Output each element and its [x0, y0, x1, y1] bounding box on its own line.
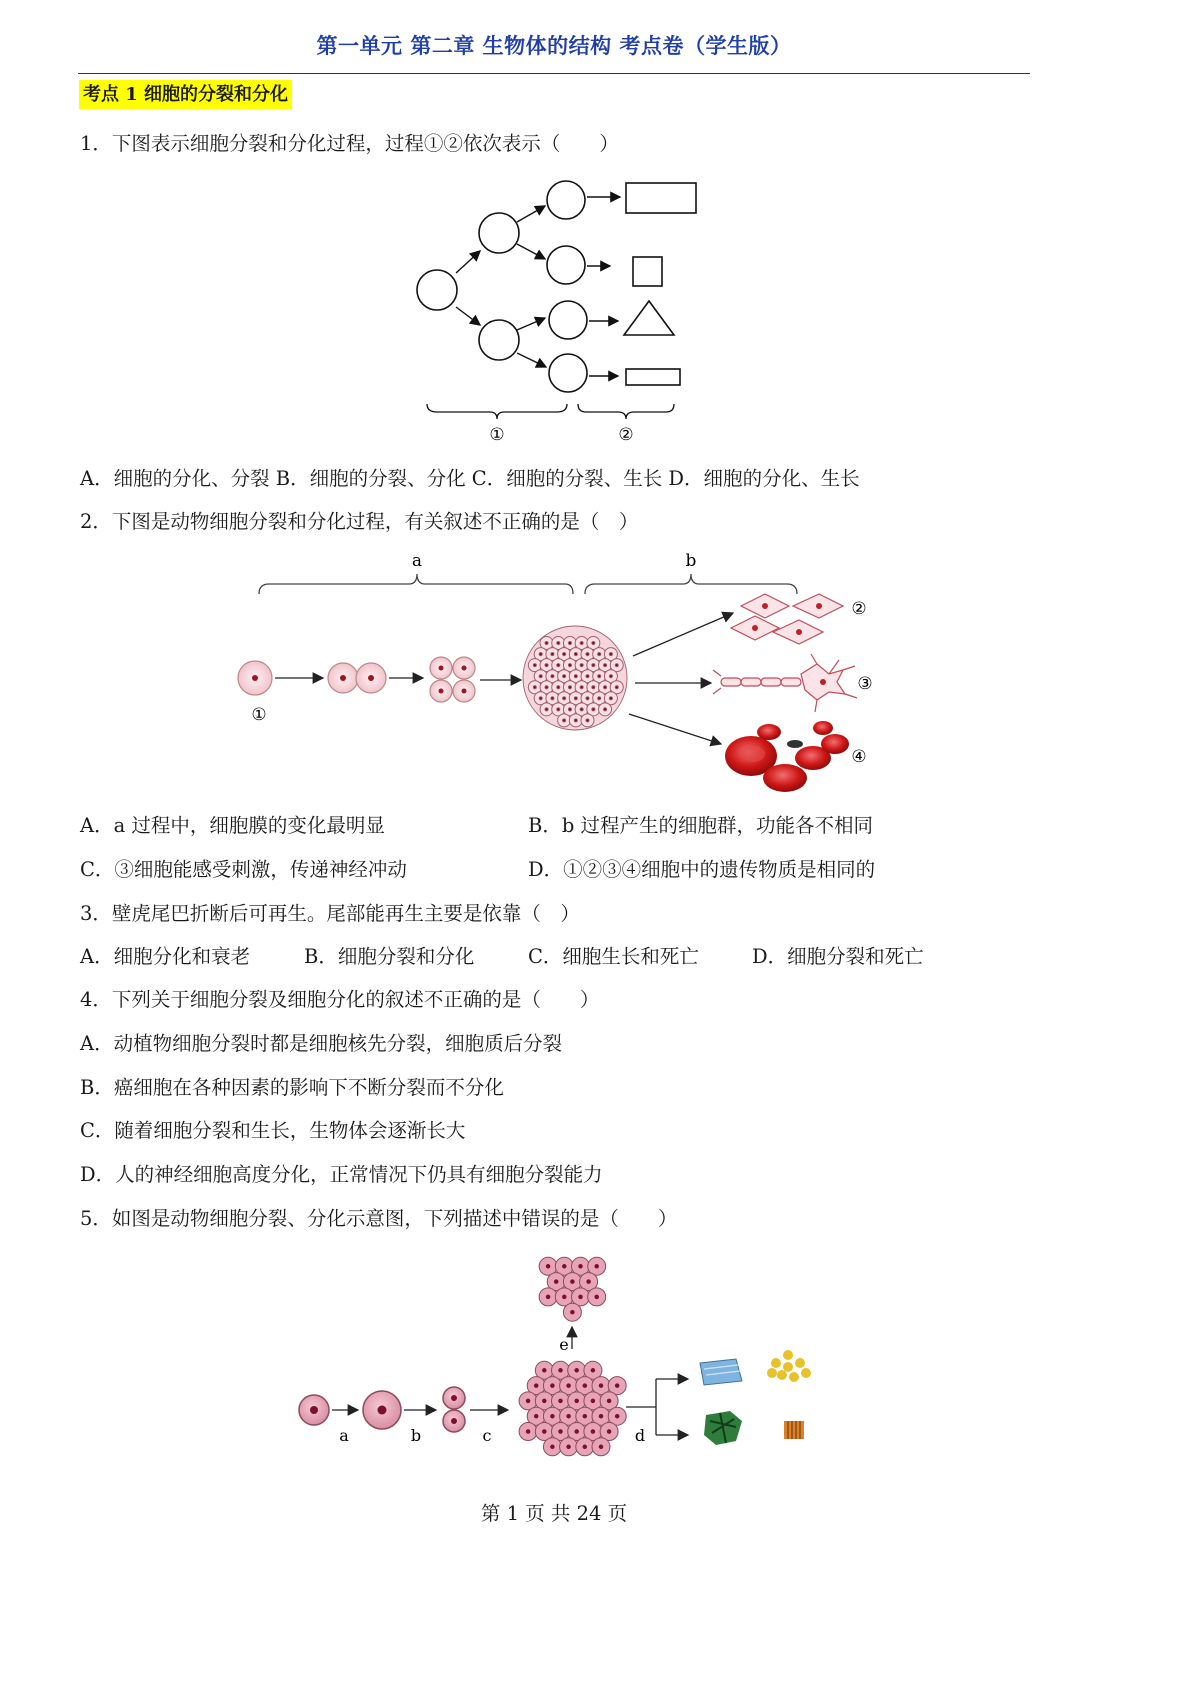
mass-cell-nucleus	[566, 1445, 571, 1450]
cluster-cell-nucleus	[570, 1310, 575, 1315]
cluster-cell-nucleus	[554, 1279, 559, 1284]
mass-cell-nucleus	[598, 652, 601, 655]
mass-cell-nucleus	[557, 641, 560, 644]
mass-cell-nucleus	[591, 1429, 596, 1434]
question-3-option-a: A．细胞分化和衰老	[80, 945, 251, 968]
mass-cell-nucleus	[558, 1429, 563, 1434]
page-number: 第 1 页 共 24 页	[480, 1502, 628, 1525]
mass-cell-nucleus	[591, 1399, 596, 1404]
mass-cell-nucleus	[615, 664, 618, 667]
mass-cell-nucleus	[550, 1383, 555, 1388]
mass-cell-nucleus	[592, 641, 595, 644]
differentiated-cell-flat	[626, 369, 680, 385]
cluster-cell-nucleus	[546, 1264, 551, 1269]
mass-cell-nucleus	[603, 664, 606, 667]
mass-cell-nucleus	[574, 675, 577, 678]
mass-cell-nucleus	[545, 664, 548, 667]
mass-cell-nucleus	[568, 686, 571, 689]
mass-cell-nucleus	[550, 1445, 555, 1450]
cluster-cell-nucleus	[578, 1264, 583, 1269]
cell-type-label-2: ②	[851, 599, 867, 619]
mass-cell-nucleus	[558, 1399, 563, 1404]
mass-cell-nucleus	[583, 1383, 588, 1388]
question-3-option-d: D．细胞分裂和死亡	[752, 945, 924, 968]
mass-cell-nucleus	[609, 675, 612, 678]
question-4-option-b: B．癌细胞在各种因素的影响下不断分裂而不分化	[80, 1076, 504, 1099]
question-4-stem: 4．下列关于细胞分裂及细胞分化的叙述不正确的是（ ）	[80, 988, 600, 1011]
mass-cell-nucleus	[574, 652, 577, 655]
mass-cell-nucleus	[574, 1399, 579, 1404]
question-3-option-b: B．细胞分裂和分化	[304, 945, 475, 968]
cluster-cell-nucleus	[562, 1295, 567, 1300]
mass-cell-nucleus	[534, 1383, 539, 1388]
question-1-options: A．细胞的分化、分裂 B．细胞的分裂、分化 C．细胞的分裂、生长 D．细胞的分化、生长	[80, 467, 860, 490]
tissue-blue	[700, 1359, 742, 1385]
mass-cell-nucleus	[551, 697, 554, 700]
cluster-cell-nucleus	[578, 1295, 583, 1300]
cell-circle	[479, 320, 519, 360]
epithelial-cells	[731, 594, 843, 644]
mass-cell-nucleus	[599, 1414, 604, 1419]
mass-cell-nucleus	[545, 708, 548, 711]
mass-cell-nucleus	[607, 1399, 612, 1404]
mass-cell-nucleus	[568, 664, 571, 667]
cell-circle	[479, 213, 519, 253]
mass-cell-nucleus	[574, 719, 577, 722]
process-label-b: b	[410, 1426, 422, 1445]
process-label-a: a	[411, 551, 423, 571]
mass-cell-nucleus	[539, 697, 542, 700]
mass-cell-nucleus	[557, 664, 560, 667]
mass-cell-nucleus	[562, 697, 565, 700]
mass-cell-nucleus	[566, 1414, 571, 1419]
mass-cell-nucleus	[615, 1383, 620, 1388]
mass-cell-nucleus	[568, 641, 571, 644]
cell-circle	[547, 246, 585, 284]
mass-cell-nucleus	[550, 1414, 555, 1419]
mass-cell-nucleus	[574, 697, 577, 700]
section-heading: 考点 1 细胞的分裂和分化	[79, 80, 292, 109]
mass-cell-nucleus	[586, 719, 589, 722]
cell-circle	[549, 354, 587, 392]
mass-cell-nucleus	[551, 652, 554, 655]
tissue-yellow	[767, 1350, 811, 1382]
cluster-cell-nucleus	[586, 1279, 591, 1284]
mass-cell-nucleus	[580, 686, 583, 689]
mass-cell-nucleus	[562, 719, 565, 722]
cell-circle	[547, 181, 585, 219]
question-5-figure	[290, 1245, 830, 1470]
mass-cell-nucleus	[603, 686, 606, 689]
cell-circle	[549, 301, 587, 339]
mass-cell-nucleus	[599, 1383, 604, 1388]
mass-cell-nucleus	[592, 686, 595, 689]
question-2-option-d: D．①②③④细胞中的遗传物质是相同的	[528, 858, 876, 881]
process-label-a: a	[339, 1426, 349, 1445]
cell-mass	[519, 1361, 626, 1456]
mass-cell-nucleus	[615, 1414, 620, 1419]
stage-label-2: ②	[618, 425, 634, 445]
mass-cell-nucleus	[598, 697, 601, 700]
mass-cell-nucleus	[526, 1429, 531, 1434]
mass-cell-nucleus	[580, 708, 583, 711]
mass-cell-nucleus	[592, 664, 595, 667]
mass-cell-nucleus	[566, 1383, 571, 1388]
cluster-cell-nucleus	[546, 1295, 551, 1300]
top-cell-cluster	[539, 1257, 606, 1321]
cell-type-label-4: ④	[851, 747, 867, 767]
question-4-option-a: A．动植物细胞分裂时都是细胞核先分裂，细胞质后分裂	[80, 1032, 563, 1055]
question-3-option-c: C．细胞生长和死亡	[528, 945, 699, 968]
tissue-orange	[784, 1421, 804, 1439]
question-2-stem: 2．下图是动物细胞分裂和分化过程，有关叙述不正确的是（ ）	[80, 510, 639, 533]
stage-label-1: ①	[251, 705, 267, 725]
mass-cell-nucleus	[542, 1429, 547, 1434]
mass-cell-nucleus	[591, 1368, 596, 1373]
differentiated-cell-triangle	[624, 301, 674, 335]
red-blood-cells	[725, 721, 849, 792]
question-1-stem: 1．下图表示细胞分裂和分化过程，过程①②依次表示（ ）	[80, 132, 619, 155]
process-label-b: b	[685, 551, 697, 571]
mass-cell-nucleus	[557, 708, 560, 711]
mass-cell-nucleus	[583, 1414, 588, 1419]
mass-cell-nucleus	[562, 675, 565, 678]
differentiated-cell-square	[633, 257, 662, 286]
mass-cell-nucleus	[615, 686, 618, 689]
cell-mass	[523, 626, 627, 730]
header-divider	[78, 73, 1030, 74]
question-2-option-c: C．③细胞能感受刺激，传递神经冲动	[80, 858, 407, 881]
mass-cell-nucleus	[558, 1368, 563, 1373]
process-label-c: c	[482, 1426, 492, 1445]
tissue-green	[704, 1411, 742, 1445]
cell-type-label-3: ③	[857, 674, 873, 694]
mass-cell-nucleus	[586, 675, 589, 678]
document-title: 第一单元 第二章 生物体的结构 考点卷（学生版）	[316, 34, 792, 58]
mass-cell-nucleus	[545, 686, 548, 689]
mass-cell-nucleus	[592, 708, 595, 711]
cluster-cell-nucleus	[562, 1264, 567, 1269]
question-3-stem: 3．壁虎尾巴折断后可再生。尾部能再生主要是依靠（ ）	[80, 902, 580, 925]
mass-cell-nucleus	[574, 1368, 579, 1373]
mass-cell-nucleus	[580, 664, 583, 667]
mass-cell-nucleus	[574, 1429, 579, 1434]
mass-cell-nucleus	[533, 686, 536, 689]
mass-cell-nucleus	[562, 652, 565, 655]
mass-cell-nucleus	[533, 664, 536, 667]
mass-cell-nucleus	[599, 1445, 604, 1450]
question-5-stem: 5．如图是动物细胞分裂、分化示意图，下列描述中错误的是（ ）	[80, 1207, 678, 1230]
mass-cell-nucleus	[534, 1414, 539, 1419]
mass-cell-nucleus	[539, 652, 542, 655]
mass-cell-nucleus	[583, 1445, 588, 1450]
mass-cell-nucleus	[603, 708, 606, 711]
mass-cell-nucleus	[526, 1399, 531, 1404]
cluster-cell-nucleus	[594, 1295, 599, 1300]
neuron-cell	[713, 654, 857, 712]
mass-cell-nucleus	[580, 641, 583, 644]
mass-cell-nucleus	[607, 1429, 612, 1434]
question-2-option-b: B．b 过程产生的细胞群，功能各不相同	[528, 814, 874, 837]
question-2-option-a: A．a 过程中，细胞膜的变化最明显	[80, 814, 385, 837]
cell-circle	[417, 270, 457, 310]
question-4-option-c: C．随着细胞分裂和生长，生物体会逐渐长大	[80, 1119, 466, 1142]
mass-cell-nucleus	[586, 697, 589, 700]
mass-cell-nucleus	[557, 686, 560, 689]
mass-cell-nucleus	[586, 652, 589, 655]
differentiated-cell-rect	[626, 183, 696, 213]
mass-cell-nucleus	[539, 675, 542, 678]
mass-cell-nucleus	[568, 708, 571, 711]
cluster-cell-nucleus	[570, 1279, 575, 1284]
mass-cell-nucleus	[598, 675, 601, 678]
cluster-cell-nucleus	[594, 1264, 599, 1269]
process-label-d: d	[634, 1426, 646, 1445]
mass-cell-nucleus	[542, 1368, 547, 1373]
mass-cell-nucleus	[551, 675, 554, 678]
mass-cell-nucleus	[542, 1399, 547, 1404]
question-1-figure	[410, 175, 710, 450]
mass-cell-nucleus	[545, 641, 548, 644]
process-label-e: e	[559, 1335, 569, 1354]
question-4-option-d: D．人的神经细胞高度分化，正常情况下仍具有细胞分裂能力	[80, 1163, 603, 1186]
stage-label-1: ①	[489, 425, 505, 445]
mass-cell-nucleus	[609, 652, 612, 655]
question-2-figure	[225, 548, 895, 803]
mass-cell-nucleus	[609, 697, 612, 700]
